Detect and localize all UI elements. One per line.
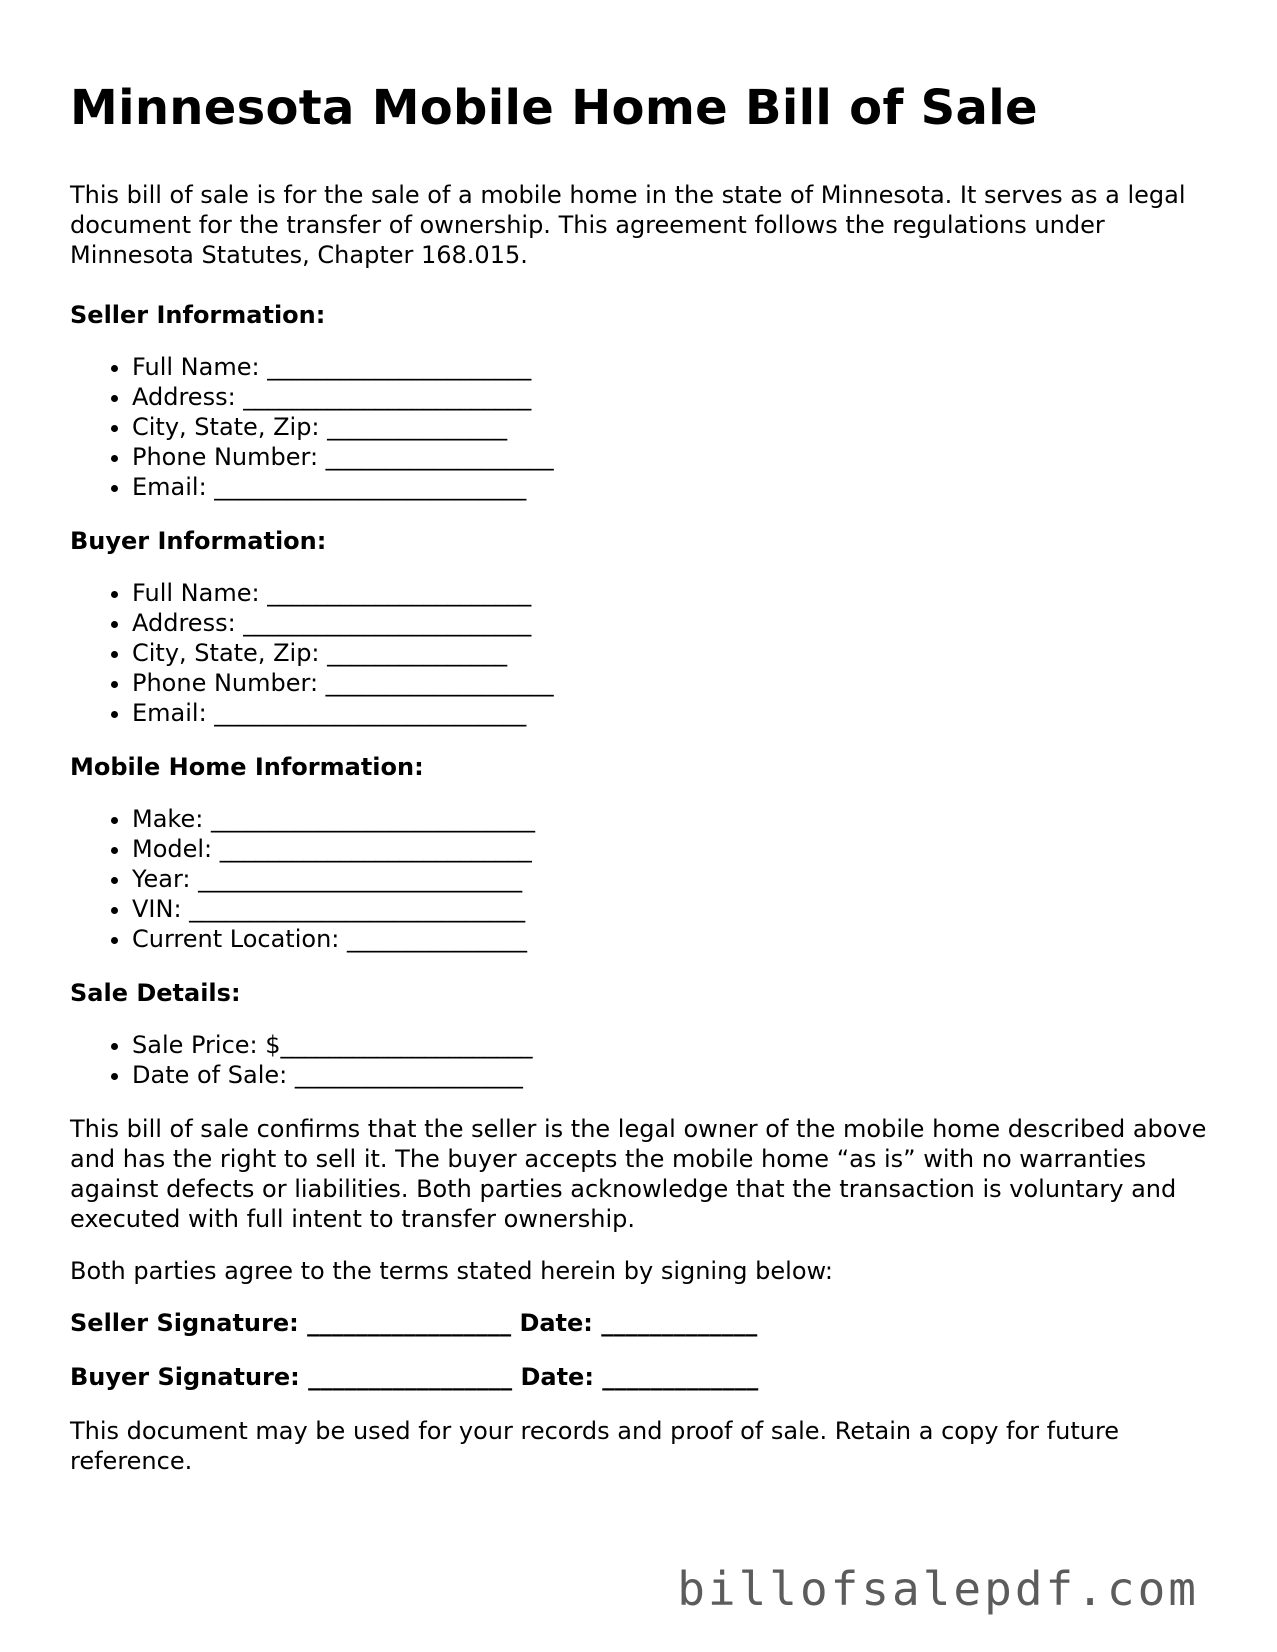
- document-title: Minnesota Mobile Home Bill of Sale: [70, 80, 1038, 136]
- buyer-address-field: • Address: ________________________: [132, 608, 1210, 638]
- document-page: [70, 80, 1210, 1498]
- mobile-home-model-field: • Model: __________________________: [132, 834, 1210, 864]
- buyer-section-heading: Buyer Information:: [70, 526, 327, 555]
- sale-details-fields-list: [70, 1030, 1210, 1090]
- seller-section-heading: Seller Information:: [70, 300, 326, 329]
- mobile-home-fields-list: [70, 804, 1210, 954]
- confirmation-paragraph: This bill of sale confirms that the seller is the legal owner of the mobile home described above and has the right to sell it. The buyer accepts the mobile home “as is” with no warranties against defects or liabilities. Both parties acknowledge that the transaction is voluntary and executed with full intent to transfer ownership.: [70, 1114, 1207, 1233]
- buyer-email-field: • Email: __________________________: [132, 698, 1210, 728]
- mobile-home-section-heading: Mobile Home Information:: [70, 752, 424, 781]
- mobile-home-location-field: • Current Location: _______________: [132, 924, 1210, 954]
- sale-price-field: • Sale Price: $_____________________: [132, 1030, 1210, 1060]
- sale-details-section-heading: Sale Details:: [70, 978, 241, 1007]
- agreement-paragraph: Both parties agree to the terms stated herein by signing below:: [70, 1256, 833, 1285]
- closing-paragraph: This document may be used for your records and proof of sale. Retain a copy for future reference.: [70, 1416, 1120, 1475]
- seller-address-field: • Address: ________________________: [132, 382, 1210, 412]
- seller-city-state-zip-field: • City, State, Zip: _______________: [132, 412, 1210, 442]
- buyer-signature-line: Buyer Signature: _________________ Date: _____________: [70, 1362, 759, 1391]
- mobile-home-make-field: • Make: ___________________________: [132, 804, 1210, 834]
- seller-full-name-field: • Full Name: ______________________: [132, 352, 1210, 382]
- buyer-city-state-zip-field: • City, State, Zip: _______________: [132, 638, 1210, 668]
- seller-signature-line: Seller Signature: _________________ Date: _____________: [70, 1308, 758, 1337]
- mobile-home-year-field: • Year: ___________________________: [132, 864, 1210, 894]
- buyer-full-name-field: • Full Name: ______________________: [132, 578, 1210, 608]
- sale-date-field: • Date of Sale: ___________________: [132, 1060, 1210, 1090]
- brand-watermark: billofsalepdf.com: [677, 1562, 1199, 1616]
- seller-email-field: • Email: __________________________: [132, 472, 1210, 502]
- buyer-fields-list: [70, 578, 1210, 728]
- seller-phone-field: • Phone Number: ___________________: [132, 442, 1210, 472]
- intro-paragraph: This bill of sale is for the sale of a mobile home in the state of Minnesota. It serves as a legal document for the transfer of ownership. This agreement follows the regulations under Minnesota Statutes, Chapter 168.015.: [70, 180, 1186, 269]
- mobile-home-vin-field: • VIN: ____________________________: [132, 894, 1210, 924]
- seller-fields-list: [70, 352, 1210, 502]
- buyer-phone-field: • Phone Number: ___________________: [132, 668, 1210, 698]
